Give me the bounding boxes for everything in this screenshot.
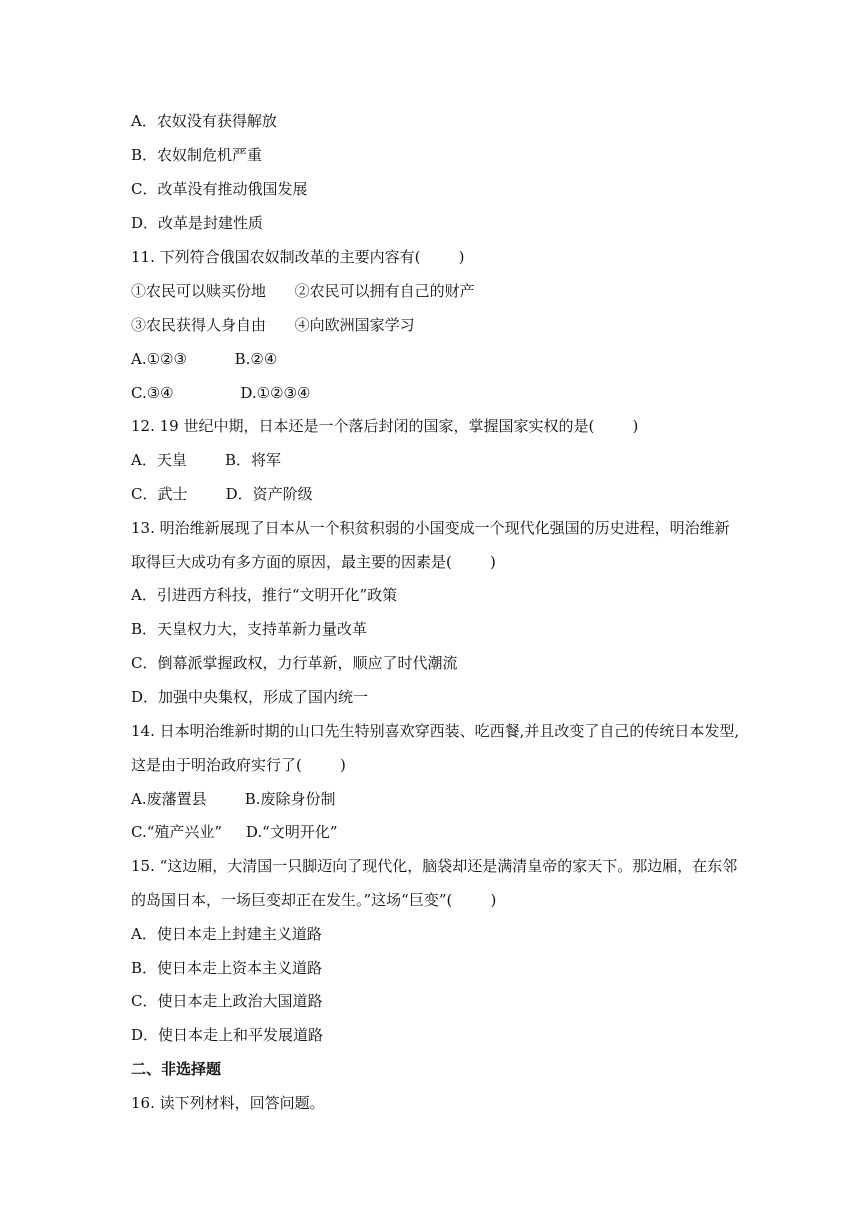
q14-stem-1: 14. 日本明治维新时期的山口先生特别喜欢穿西装、吃西餐,并且改变了自己的传统日本发型, bbox=[131, 722, 740, 740]
q14-stem-2: 这是由于明治政府实行了( ) bbox=[131, 756, 346, 774]
q13-option-b: B．天皇权力大，支持革新力量改革 bbox=[131, 620, 368, 638]
q15-option-b: B．使日本走上资本主义道路 bbox=[131, 959, 323, 977]
q13-stem-2: 取得巨大成功有多方面的原因，最主要的因素是( ) bbox=[131, 553, 496, 571]
q11-items-2: ③农民获得人身自由 ④向欧洲国家学习 bbox=[131, 316, 415, 334]
q15-stem-1: 15. “这边厢，大清国一只脚迈向了现代化，脑袋却还是满清皇帝的家天下。那边厢，在东邻 bbox=[131, 857, 738, 875]
q10-option-b: B．农奴制危机严重 bbox=[131, 146, 263, 164]
q13-option-d: D．加强中央集权，形成了国内统一 bbox=[131, 688, 369, 706]
q11-options-cd: C.③④ D.①②③④ bbox=[131, 384, 311, 402]
q13-stem-1: 13. 明治维新展现了日本从一个积贫积弱的小国变成一个现代化强国的历史进程，明治维新 bbox=[131, 519, 730, 537]
q12-stem: 12. 19 世纪中期，日本还是一个落后封闭的国家，掌握国家实权的是( ) bbox=[131, 417, 639, 435]
q10-option-d: D．改革是封建性质 bbox=[131, 214, 264, 232]
q10-option-a: A．农奴没有获得解放 bbox=[131, 112, 277, 130]
section-heading: 二、非选择题 bbox=[131, 1060, 222, 1078]
q15-option-a: A．使日本走上封建主义道路 bbox=[131, 925, 322, 943]
q14-options-cd: C.“殖产兴业” D.“文明开化” bbox=[131, 823, 338, 841]
q14-options-ab: A.废藩置县 B.废除身份制 bbox=[131, 790, 336, 808]
q16-stem: 16. 读下列材料，回答问题。 bbox=[131, 1094, 325, 1112]
q12-options-ab: A．天皇 B．将军 bbox=[131, 451, 282, 469]
q11-options-ab: A.①②③ B.②④ bbox=[131, 350, 278, 368]
q15-stem-2: 的岛国日本，一场巨变却正在发生。”这场“巨变”( ) bbox=[131, 891, 497, 909]
q11-stem: 11. 下列符合俄国农奴制改革的主要内容有( ) bbox=[131, 248, 465, 266]
q12-options-cd: C．武士 D．资产阶级 bbox=[131, 485, 313, 503]
q15-option-d: D．使日本走上和平发展道路 bbox=[131, 1026, 324, 1044]
q15-option-c: C．使日本走上政治大国道路 bbox=[131, 992, 323, 1010]
q13-option-c: C．倒幕派掌握政权，力行革新，顺应了时代潮流 bbox=[131, 654, 458, 672]
q13-option-a: A．引进西方科技，推行“文明开化”政策 bbox=[131, 586, 398, 604]
q11-items-1: ①农民可以赎买份地 ②农民可以拥有自己的财产 bbox=[131, 282, 475, 300]
q10-option-c: C．改革没有推动俄国发展 bbox=[131, 180, 308, 198]
